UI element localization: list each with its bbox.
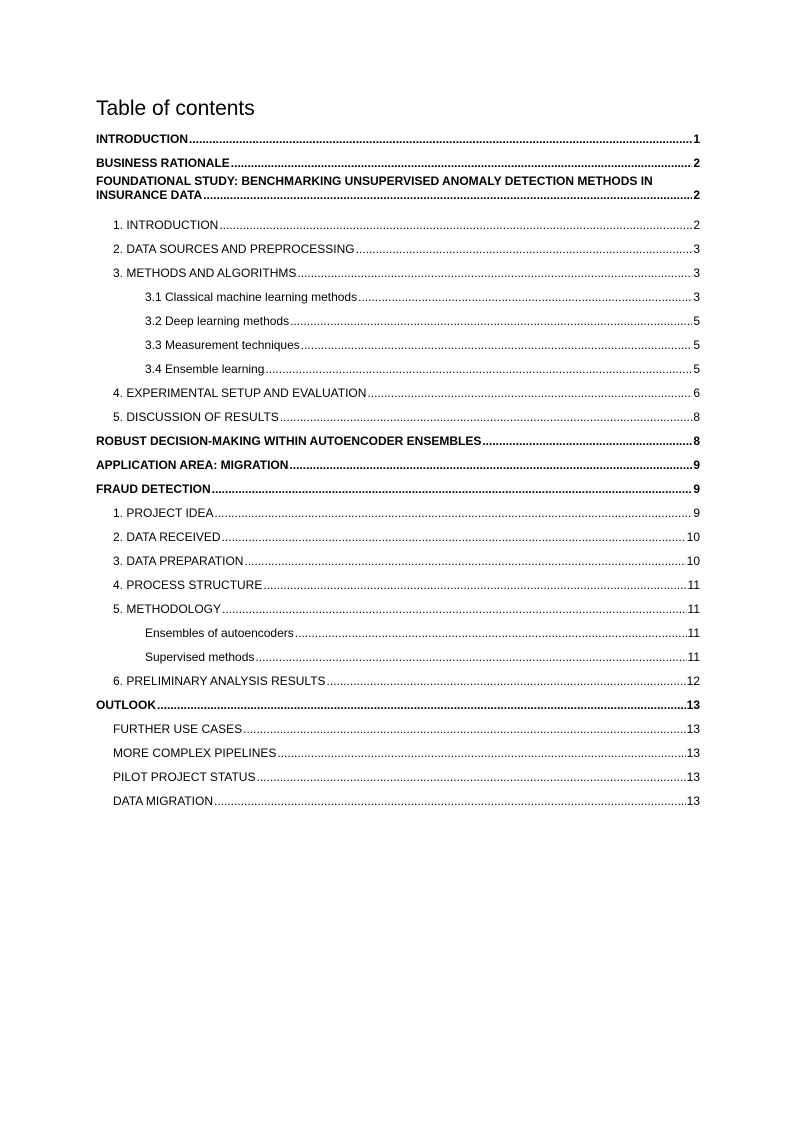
toc-entry-line [96,188,700,202]
toc-entry-level-3[interactable] [96,280,700,304]
dot-leader [263,578,686,592]
toc-entry-text: 2. DATA RECEIVED [113,530,221,544]
dot-leader [277,746,685,760]
toc-entry-level-2[interactable] [96,760,700,784]
dot-leader [214,794,686,808]
toc-entry-text: 5. DISCUSSION OF RESULTS [113,410,279,424]
toc-entry-level-3[interactable] [96,304,700,328]
toc-entry-level-1[interactable] [96,424,700,448]
toc-page-number: 3 [693,242,700,256]
toc-page-number: 12 [686,674,700,688]
toc-entry-text: OUTLOOK [96,698,156,712]
toc-entry-level-2[interactable] [96,568,700,592]
toc-entry-level-1[interactable] [96,122,700,146]
toc-entry-text: PILOT PROJECT STATUS [113,770,256,784]
toc-entry-text: APPLICATION AREA: MIGRATION [96,458,289,472]
toc-entry-level-3[interactable] [96,352,700,376]
toc-page-number: 11 [687,650,700,664]
toc-entry-text: 4. PROCESS STRUCTURE [113,578,263,592]
toc-page-number: 5 [693,314,700,328]
document-page [96,96,700,808]
toc-entry-text: FRAUD DETECTION [96,482,211,496]
toc-page-number: 2 [693,188,700,202]
toc-entry-level-2[interactable] [96,232,700,256]
toc-list [96,122,700,808]
toc-entry-level-2[interactable] [96,496,700,520]
dot-leader [222,530,686,544]
dot-leader [212,482,693,496]
toc-entry-level-1[interactable] [96,688,700,712]
toc-entry-text: FOUNDATIONAL STUDY: BENCHMARKING UNSUPERVISED ANOMALY DETECTION METHODS IN [96,174,653,188]
dot-leader [358,290,692,304]
toc-entry-level-2[interactable] [96,256,700,280]
toc-entry-level-2[interactable] [96,784,700,808]
toc-entry-text: 3. METHODS AND ALGORITHMS [113,266,297,280]
dot-leader [157,698,686,712]
dot-leader [244,554,685,568]
toc-page-number: 9 [693,506,700,520]
toc-entry-text: 2. DATA SOURCES AND PREPROCESSING [113,242,355,256]
dot-leader [295,626,687,640]
toc-entry-text: 6. PRELIMINARY ANALYSIS RESULTS [113,674,326,688]
dot-leader [189,132,692,146]
toc-entry-text: 4. EXPERIMENTAL SETUP AND EVALUATION [113,386,367,400]
dot-leader [289,458,692,472]
dot-leader [214,506,692,520]
toc-entry-text: MORE COMPLEX PIPELINES [113,746,277,760]
toc-entry-level-1[interactable] [96,170,700,208]
toc-page-number: 2 [693,156,700,170]
toc-page-number: 11 [687,578,700,592]
toc-page-number: 5 [693,362,700,376]
dot-leader [243,722,686,736]
toc-entry-text: FURTHER USE CASES [113,722,243,736]
toc-page-number: 8 [693,410,700,424]
toc-entry-text: 3.2 Deep learning methods [145,314,290,328]
toc-page-number: 11 [687,602,700,616]
toc-entry-text: BUSINESS RATIONALE [96,156,230,170]
toc-entry-level-2[interactable] [96,712,700,736]
toc-entry-text: 1. INTRODUCTION [113,218,219,232]
dot-leader [255,650,686,664]
dot-leader [290,314,692,328]
toc-entry-level-2[interactable] [96,520,700,544]
toc-entry-level-2[interactable] [96,544,700,568]
toc-entry-level-2[interactable] [96,208,700,232]
dot-leader [222,602,687,616]
toc-entry-level-1[interactable] [96,472,700,496]
dot-leader [482,434,692,448]
toc-entry-text: 3. DATA PREPARATION [113,554,244,568]
toc-page-number: 13 [686,770,700,784]
toc-entry-text: Supervised methods [145,650,255,664]
toc-entry-level-2[interactable] [96,664,700,688]
dot-leader [203,188,692,202]
toc-entry-text: 3.1 Classical machine learning methods [145,290,358,304]
toc-page-number: 1 [693,132,700,146]
dot-leader [297,266,692,280]
toc-title: Table of contents [96,97,255,120]
toc-entry-text: 1. PROJECT IDEA [113,506,214,520]
toc-page-number: 9 [693,458,700,472]
dot-leader [256,770,685,784]
dot-leader [327,674,686,688]
dot-leader [367,386,692,400]
toc-page-number: 10 [686,554,700,568]
toc-page-number: 10 [686,530,700,544]
toc-entry-level-2[interactable] [96,376,700,400]
toc-entry-level-3[interactable] [96,328,700,352]
toc-entry-level-2[interactable] [96,400,700,424]
toc-page-number: 8 [693,434,700,448]
toc-entry-text: 3.3 Measurement techniques [145,338,300,352]
toc-entry-text-continued: INSURANCE DATA [96,188,203,202]
dot-leader [265,362,692,376]
toc-entry-level-1[interactable] [96,448,700,472]
toc-entry-text: Ensembles of autoencoders [145,626,294,640]
toc-entry-text: ROBUST DECISION-MAKING WITHIN AUTOENCODER ENSEMBLES [96,434,482,448]
toc-entry-level-2[interactable] [96,736,700,760]
toc-entry-level-3[interactable] [96,640,700,664]
toc-entry-text: INTRODUCTION [96,132,188,146]
toc-page-number: 13 [686,722,700,736]
toc-entry-level-3[interactable] [96,616,700,640]
toc-page-number: 13 [686,794,700,808]
toc-page-number: 6 [693,386,700,400]
toc-page-number: 11 [687,626,700,640]
toc-entry-level-2[interactable] [96,592,700,616]
toc-page-number: 5 [693,338,700,352]
dot-leader [231,156,693,170]
toc-page-number: 13 [686,698,700,712]
toc-entry-text: 3.4 Ensemble learning [145,362,265,376]
dot-leader [219,218,692,232]
toc-entry-text: 5. METHODOLOGY [113,602,222,616]
toc-page-number: 2 [693,218,700,232]
toc-page-number: 3 [693,290,700,304]
dot-leader [301,338,693,352]
dot-leader [280,410,693,424]
toc-page-number: 3 [693,266,700,280]
toc-entry-level-1[interactable] [96,146,700,170]
dot-leader [356,242,693,256]
toc-page-number: 9 [693,482,700,496]
toc-entry-text: DATA MIGRATION [113,794,214,808]
toc-page-number: 13 [686,746,700,760]
